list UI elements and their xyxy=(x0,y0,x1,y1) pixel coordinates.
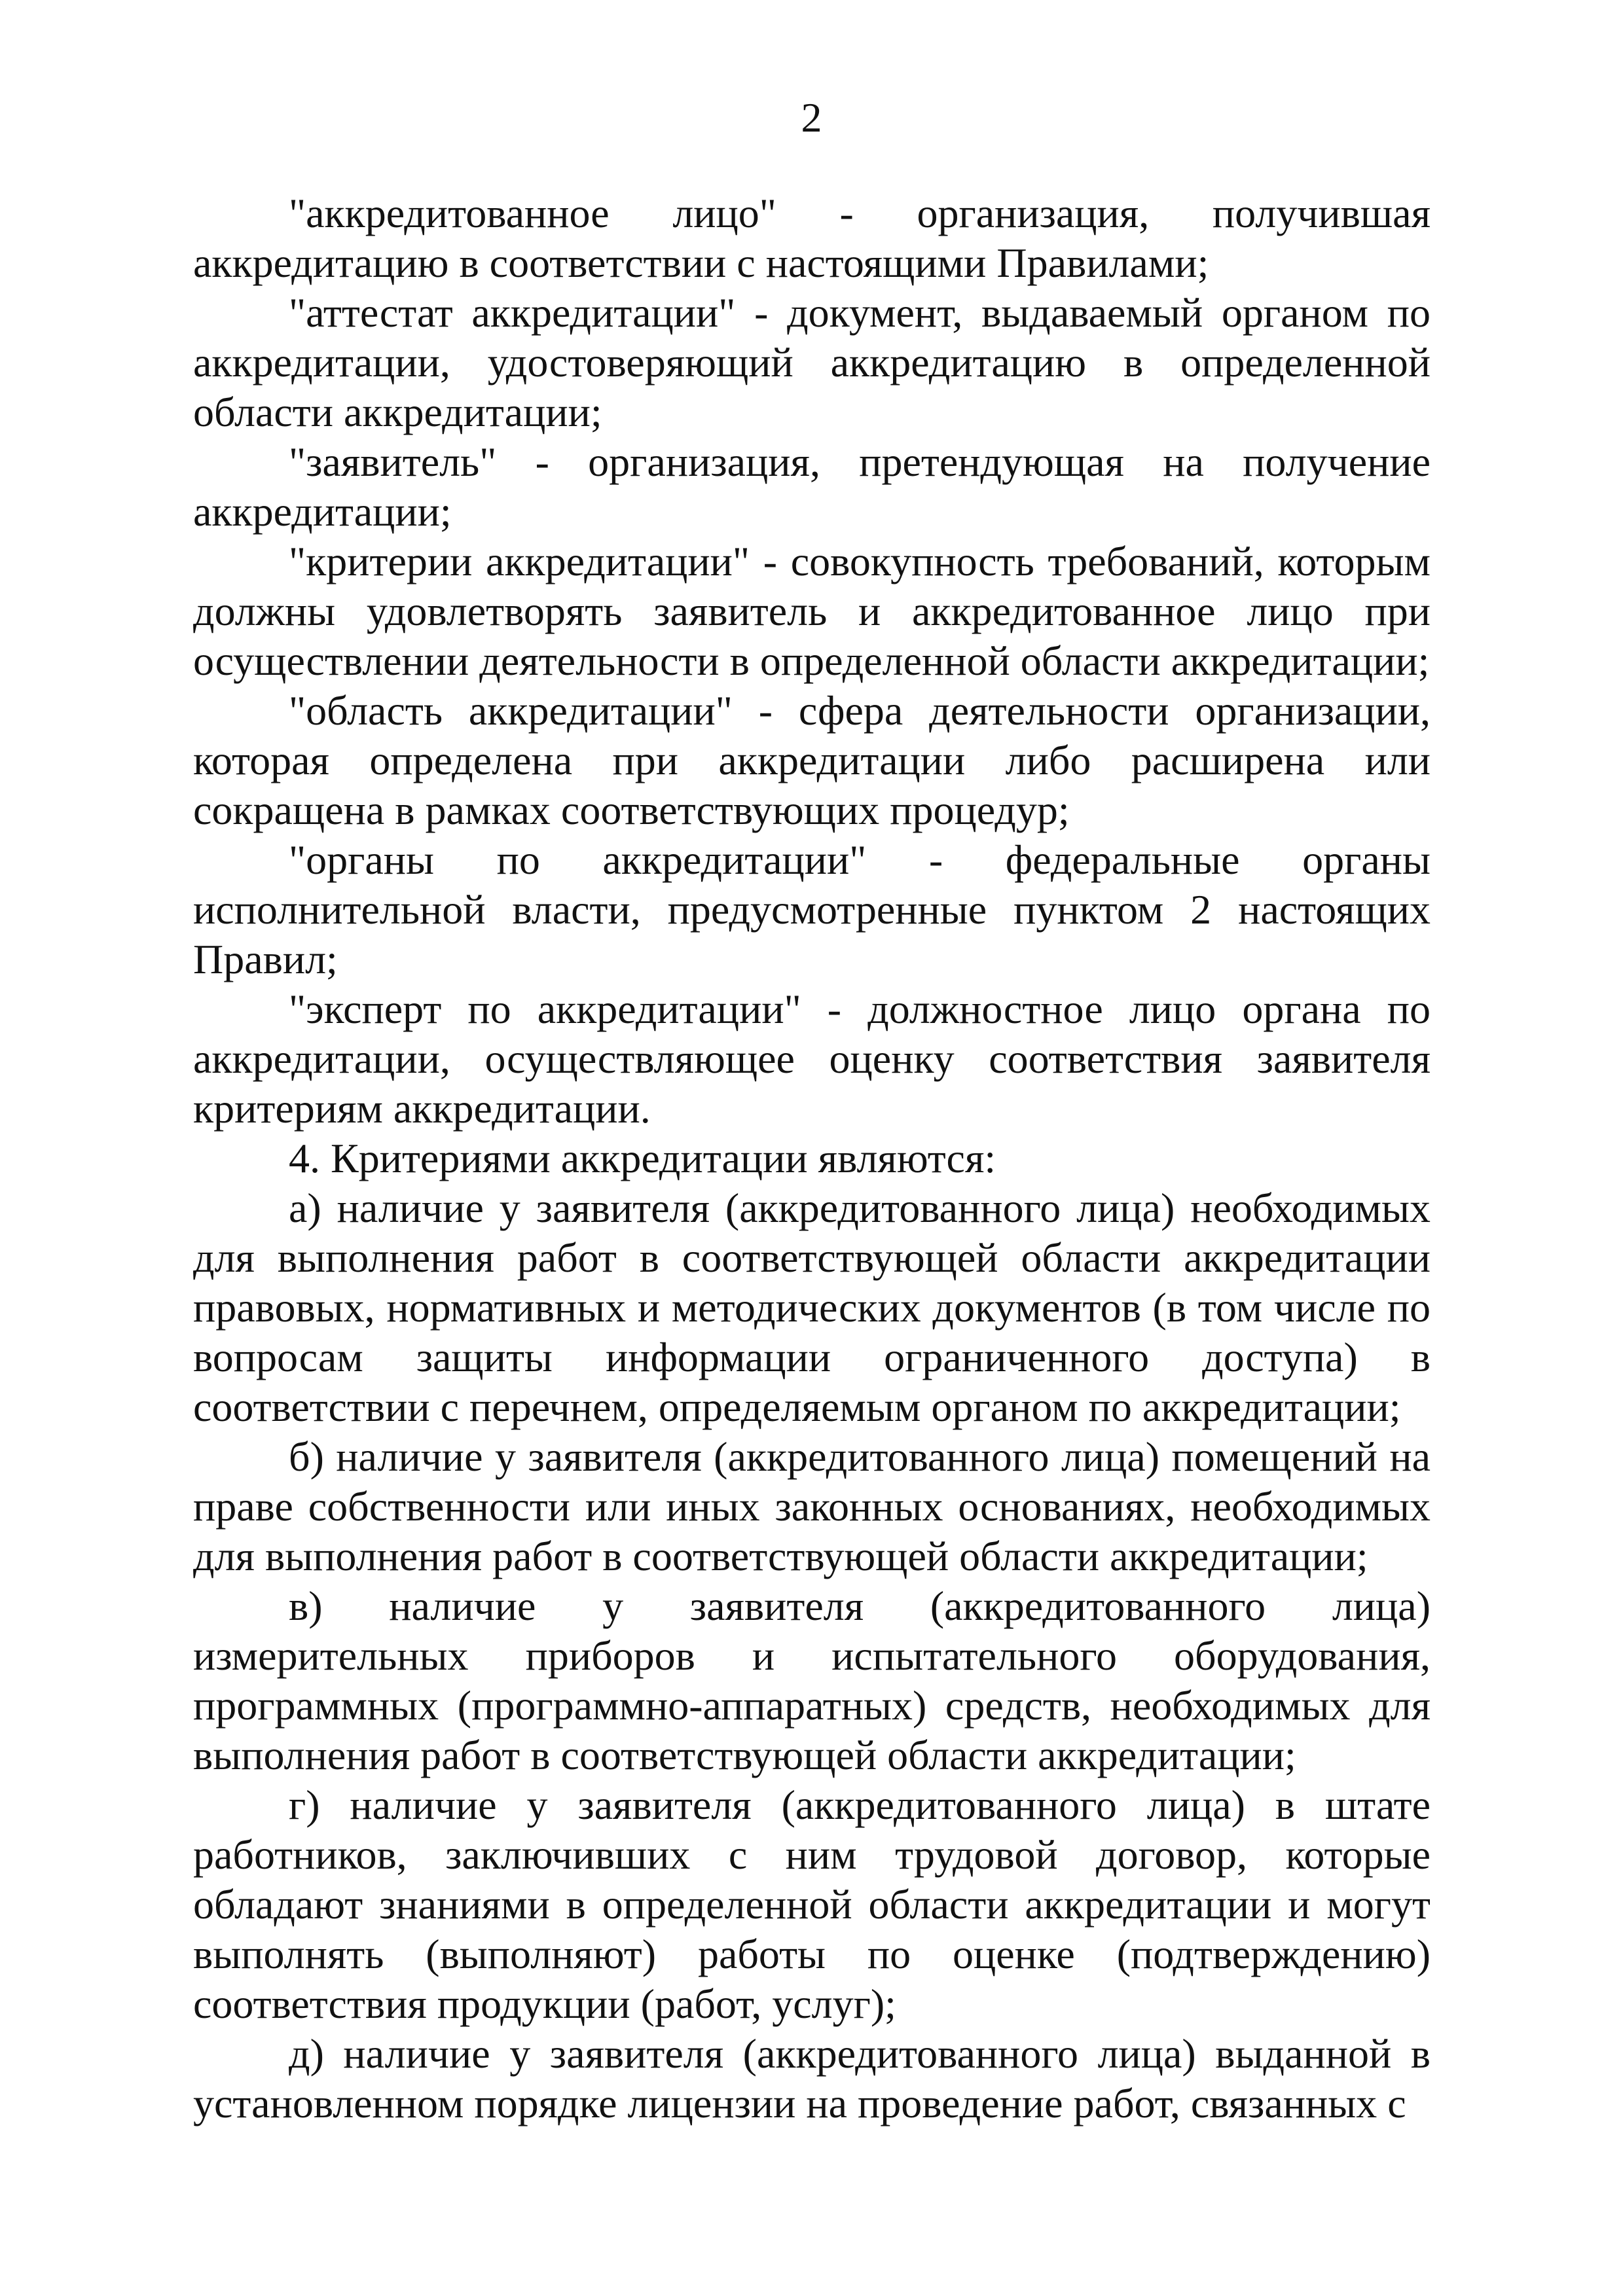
definition-accreditation-expert: "эксперт по аккредитации" - должностное лицо органа по аккредитации, осуществляющее оценку соответствия заявителя критериям аккредитации. xyxy=(193,986,1431,1132)
definition-accreditation-bodies: "органы по аккредитации" - федеральные органы исполнительной власти, предусмотренные пунктом 2 настоящих Правил; xyxy=(193,836,1431,982)
definition-applicant: "заявитель" - организация, претендующая на получение аккредитации; xyxy=(193,439,1431,535)
definition-accredited-person: "аккредитованное лицо" - организация, получившая аккредитацию в соответствии с настоящими Правилами; xyxy=(193,190,1431,286)
criterion-d: д) наличие у заявителя (аккредитованного лица) выданной в установленном порядке лицензии на проведение работ, связанных с xyxy=(193,2030,1431,2126)
criterion-g: г) наличие у заявителя (аккредитованного лица) в штате работников, заключивших с ним трудовой договор, которые обладают знаниями в определенной области аккредитации и могут выполнять (выполняют) работы по оценке (подтверждению) соответствия продукции (работ, услуг); xyxy=(193,1782,1431,2027)
section-heading-criteria: 4. Критериями аккредитации являются: xyxy=(289,1135,996,1181)
document-body xyxy=(193,188,1431,2128)
definition-accreditation-scope: "область аккредитации" - сфера деятельности организации, которая определена при аккредитации либо расширена или сокращена в рамках соответствующих процедур; xyxy=(193,687,1431,833)
criterion-a: а) наличие у заявителя (аккредитованного лица) необходимых для выполнения работ в соответствующей области аккредитации правовых, нормативных и методических документов (в том числе по вопросам защиты информации ограниченного доступа) в соответствии с перечнем, определяемым органом по аккредитации; xyxy=(193,1185,1431,1430)
definition-accreditation-certificate: "аттестат аккредитации" - документ, выдаваемый органом по аккредитации, удостоверяющий аккредитацию в определенной области аккредитации; xyxy=(193,289,1431,435)
criterion-b: б) наличие у заявителя (аккредитованного лица) помещений на праве собственности или иных законных основаниях, необходимых для выполнения работ в соответствующей области аккредитации; xyxy=(193,1433,1431,1579)
definition-accreditation-criteria: "критерии аккредитации" - совокупность требований, которым должны удовлетворять заявитель и аккредитованное лицо при осуществлении деятельности в определенной области аккредитации; xyxy=(193,538,1431,684)
page-number: 2 xyxy=(801,94,822,141)
criterion-v: в) наличие у заявителя (аккредитованного лица) измерительных приборов и испытательного оборудования, программных (программно-аппаратных) средств, необходимых для выполнения работ в соответствующей области аккредитации; xyxy=(193,1583,1431,1778)
